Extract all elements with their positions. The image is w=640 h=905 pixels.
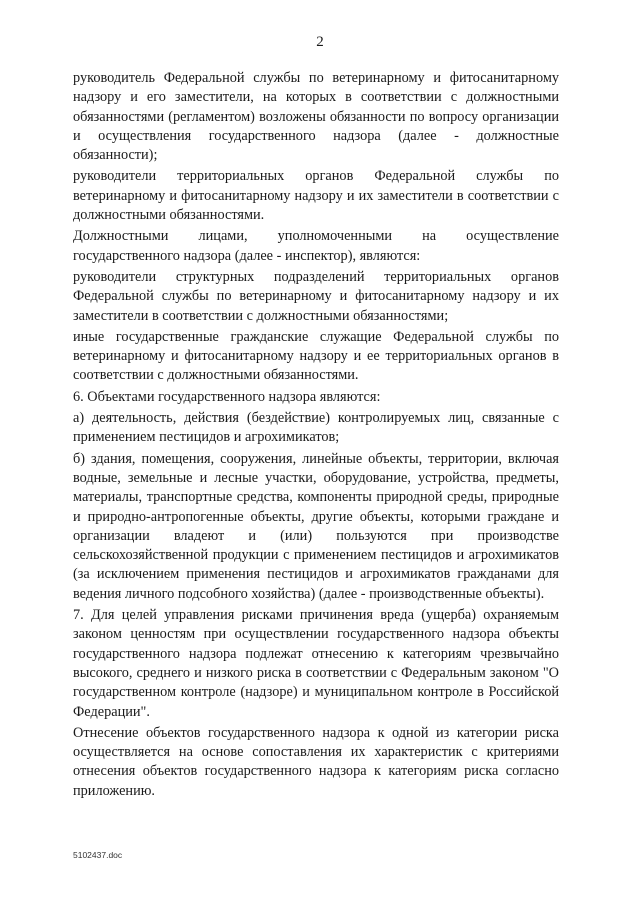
paragraph-risk-categorization: [73, 724, 559, 801]
text-line: Федеральной службы по ветеринарному и фитосанитарному надзору и их: [73, 288, 559, 305]
text-line: и фитосанитарному надзору и его заместители, на которых в соответствии: [73, 70, 560, 106]
text-line: которыми граждане и организации владеют и (или) пользуются при: [73, 508, 560, 544]
text-line: категориям чрезвычайно высокого, среднего и низкого риска в: [73, 645, 559, 681]
text-line: риска согласно приложению.: [73, 763, 559, 799]
text-line: 7. Для целей управления рисками причинения вреда (ущерба): [73, 607, 476, 624]
text-line: Отнесение объектов государственного надзора к одной из категории: [73, 724, 518, 741]
text-line: с должностными обязанностями (регламентом) возложены обязанности по: [73, 89, 560, 125]
text-line: б) здания, помещения, сооружения, линейные объекты, территории,: [73, 450, 502, 467]
text-line: и агрохимикатов гражданами для ведения личного подсобного хозяйства): [73, 566, 559, 602]
footer-file-name: 5102437.doc: [73, 850, 123, 860]
text-line: надзора объекты государственного надзора подлежат отнесению к: [73, 626, 559, 662]
text-line: руководители структурных подразделений территориальных органов: [73, 268, 559, 285]
text-line: среды, природные и природно-антропогенные объекты, другие объекты,: [73, 489, 559, 525]
paragraph-item-6b: [73, 450, 559, 604]
document-body: [73, 69, 559, 803]
text-line: (надзоре) и муниципальном контроле в Российской Федерации".: [73, 684, 560, 720]
text-line: руководитель Федеральной службы по ветеринарному: [73, 70, 425, 86]
text-line: заместители в соответствии с должностными обязанностями;: [73, 307, 449, 324]
text-line: риска осуществляется на основе сопоставления их характеристик с: [73, 724, 560, 761]
paragraph-item-6: [73, 388, 559, 407]
text-line: органов в соответствии с должностными обязанностями.: [73, 348, 559, 384]
paragraph-head-of-service: [73, 69, 559, 165]
paragraph-item-7: [73, 606, 559, 722]
text-line: руководители территориальных органов Федеральной службы: [73, 168, 524, 185]
text-line: а) деятельность, действия (бездействие) контролируемых лиц,: [73, 410, 475, 427]
text-line: предметы, материалы, транспортные средства, компоненты природной: [73, 469, 559, 506]
text-line: Должностными лицами, уполномоченными на осуществление: [73, 228, 559, 245]
text-line: государственного надзора (далее - инспектор), являются:: [73, 247, 421, 264]
text-line: соответствии с Федеральным законом "О государственном контроле: [73, 664, 560, 701]
text-line: критериями отнесения объектов государственного надзора к категориям: [73, 744, 559, 780]
text-line: соответствии с должностными обязанностями.: [73, 187, 559, 224]
paragraph-territorial-heads: [73, 167, 559, 225]
text-line: 6. Объектами государственного надзора являются:: [73, 388, 381, 405]
paragraph-item-6a: [73, 409, 559, 448]
text-line: по ветеринарному и фитосанитарному надзору и их заместители в: [73, 168, 559, 204]
paragraph-inspectors: [73, 227, 559, 266]
page-number: 2: [316, 34, 324, 50]
text-line: связанные с применением пестицидов и агрохимикатов;: [73, 410, 559, 446]
text-line: (далее - производственные объекты).: [318, 585, 545, 602]
text-line: пестицидов и агрохимикатов (за исключением применения пестицидов: [73, 547, 559, 583]
paragraph-structural-heads: [73, 268, 559, 326]
text-line: иные государственные гражданские служащие Федеральной службы: [73, 328, 533, 345]
text-line: вопросу организации и осуществления государственного надзора (далее -: [73, 108, 560, 144]
text-line: должностные обязанности);: [73, 127, 559, 164]
paragraph-civil-servants: [73, 328, 559, 386]
text-line: производстве сельскохозяйственной продукции с применением: [73, 527, 559, 564]
text-line: по ветеринарному и фитосанитарному надзору и ее территориальных: [73, 328, 559, 365]
text-line: включая водные, земельные и лесные участки, оборудование, устройства,: [73, 450, 559, 486]
text-line: охраняемым законом ценностям при осуществлении государственного: [73, 607, 559, 643]
